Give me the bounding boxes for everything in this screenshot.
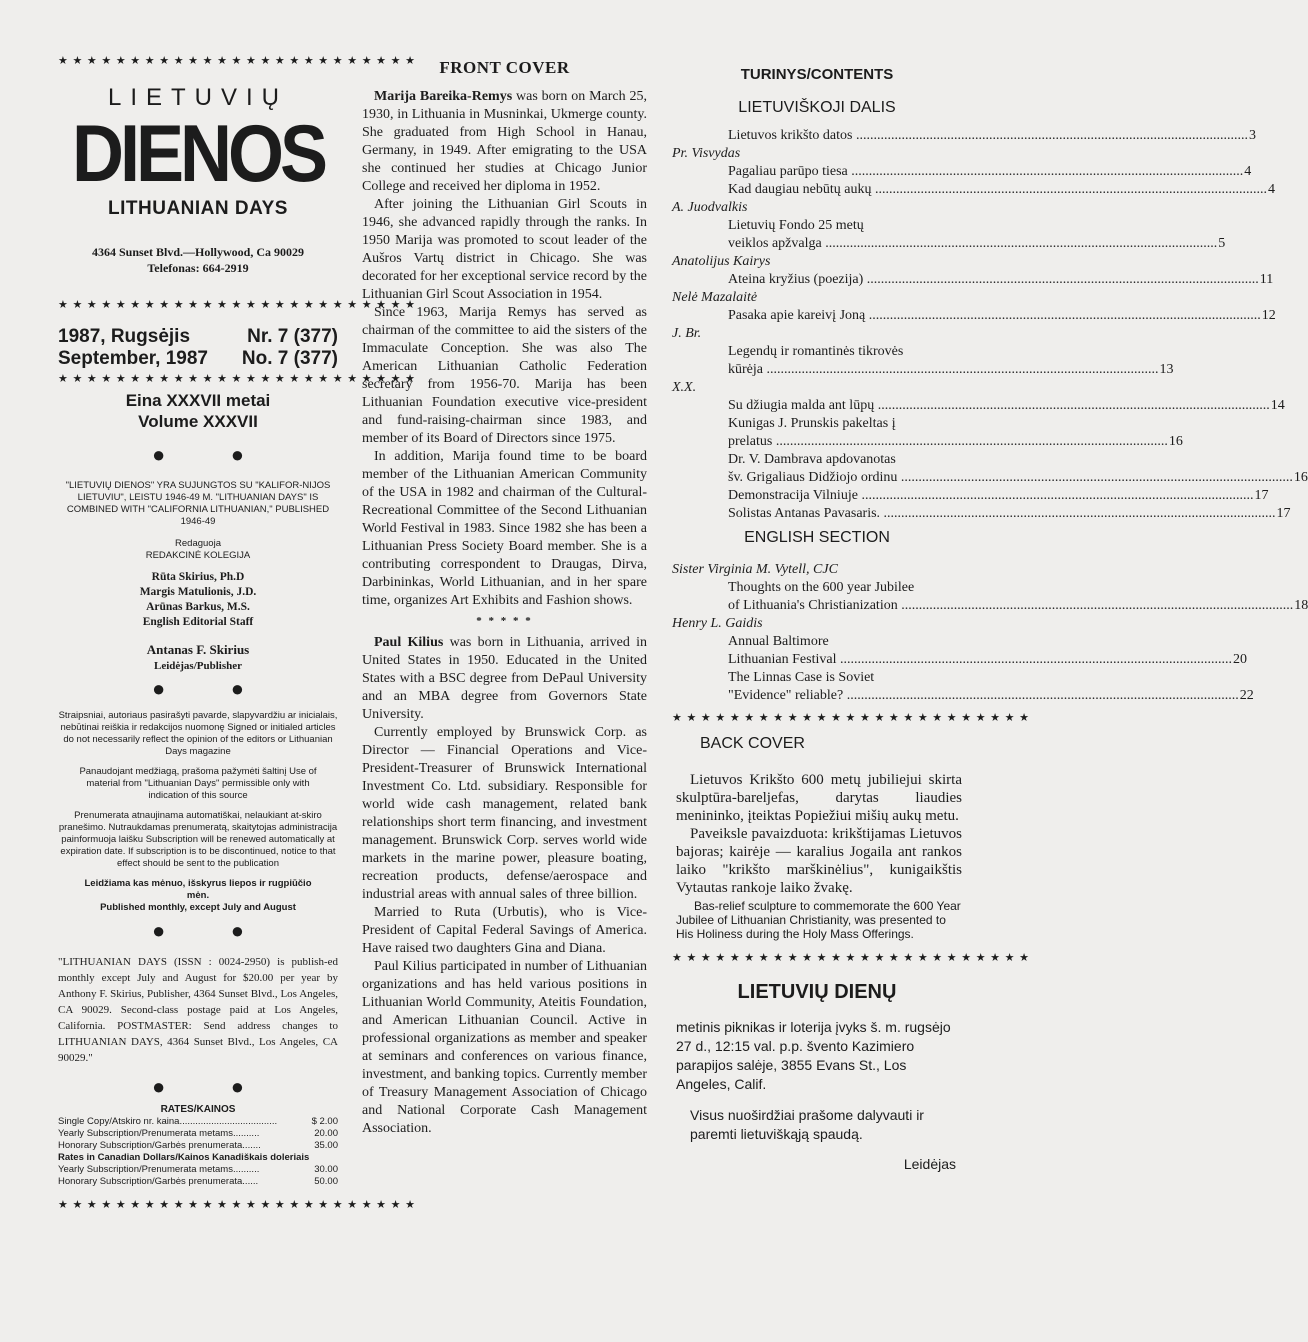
paragraph-text: was born on March 25, 1930, in Lithuania in Musninkai, Ukmerge county. She graduated from High School in Hanau, Germany, in 1949. After emigrating to the USA she continued her studies at Chicago Junior College and received her diploma in 1952.: [362, 89, 647, 194]
rate-value: 35.00: [314, 1140, 338, 1151]
paragraph-text: was born in Lithuania, arrived in United States in 1950. Educated in the United States with a BSC degree from DePaul University and an MBA degree from Governors State University.: [362, 635, 647, 722]
toc-title-line: Legendų ir romantinės tikrovės: [728, 344, 904, 359]
en-section-heading: ENGLISH SECTION: [744, 529, 890, 546]
toc-page-number: 18: [1294, 598, 1308, 613]
toc-entry-title: Pasaka apie kareivį Joną .....: [728, 307, 1261, 325]
editor-name: English Editorial Staff: [142, 616, 254, 628]
editor-name: Arūnas Barkus, M.S.: [146, 601, 250, 613]
toc-page-number: 20: [1232, 652, 1247, 667]
toc-title-line: Lietuvių Fondo 25 metų: [728, 218, 864, 233]
toc-entry-title: of Lithuania's Christianization .....: [728, 597, 1293, 615]
bullet-dots: ● ●: [151, 442, 275, 467]
paragraph: In addition, Marija found time to be board member of the Lithuanian American Community of the USA in 1982 and chairman of the Cultural-Recreational Committee of the Second Lithuanian World Festival in 1983. Since 1982 she has been a Lithuanian Press Society Board member. She is a contributing correspondent to Draugas, Dirva, Darbininkas, World Lithuanian, and in her spare time, organizes Art Exhibits and Fashion shows.: [362, 449, 647, 608]
masthead-top: LIETUVIŲ: [107, 84, 289, 111]
toc-title-line: Thoughts on the 600 year Jubilee: [728, 580, 915, 595]
issue-date-lt: 1987, Rugsėjis: [58, 326, 191, 347]
toc-entry: [672, 397, 1285, 415]
toc-author: J. Br.: [672, 326, 702, 341]
contents-column: [672, 0, 1308, 1172]
star-divider: ★★★★★★★★★★★★★★★★★★★★★★★★★: [58, 373, 420, 385]
toc-author: X.X.: [672, 380, 697, 395]
rate-label: Honorary Subscription/Garbės prenumerata.......: [58, 1140, 261, 1151]
rates-row: [58, 1140, 338, 1152]
paragraph: [362, 88, 647, 196]
toc-author: Anatolijus Kairys: [672, 254, 771, 269]
issue-date-en: September, 1987: [58, 348, 208, 369]
issn-statement: "LITHUANIAN DAYS (ISSN : 0024-2950) is publish-ed monthly except July and August for $20.00 per year by Anthony F. Skirius, Publisher, 4364 Sunset Blvd., Los Angeles, CA 90029. Second-class postage paid at Los Angeles, California. POSTMASTER: Send address changes to LITHUANIAN DAYS, 4364 Sunset Blvd., Los Angeles, CA 90029.": [58, 956, 338, 1064]
toc-entry-title: Ateina kryžius (poezija) .....: [728, 271, 1259, 289]
toc-entry: [672, 469, 1308, 487]
toc-lithuanian: [672, 127, 1308, 523]
paragraph: Paul Kilius participated in number of Lithuanian organizations and has held various positions in Lithuanian World Community, Ateitis Foundation, and American Lithuanian Council. Active in professional organizations as member and speaker at seminars and conferences on various finance, investment, and banking topics. Currently member of Treasury Management Association of Chicago and National Corporate Cash Management Association.: [362, 959, 647, 1136]
toc-english: [672, 561, 1308, 705]
toc-entry: [672, 163, 1252, 181]
toc-entry-title: "Evidence" reliable? .....: [728, 687, 1239, 705]
toc-title-line: Annual Baltimore: [728, 634, 829, 649]
toc-entry-title: Su džiugia malda ant lūpų .....: [728, 397, 1270, 415]
issue-number-en: No. 7 (377): [241, 348, 338, 369]
front-cover-text: [362, 88, 647, 1138]
toc-entry-title: kūrėja .....: [728, 361, 1158, 379]
rate-label: Single Copy/Atskiro nr. kaina.....................................: [58, 1116, 278, 1127]
toc-entry: [672, 597, 1308, 615]
toc-entry: [672, 433, 1183, 451]
toc-page-number: 13: [1159, 362, 1174, 377]
paragraph: Currently employed by Brunswick Corp. as Director — Financial Operations and Vice-President-Treasurer of Brunswick International Investment Co. Ltd. subsidiary. Responsible for world wide cash management, related bank relationships short term financing, and investment management. Brunswick Corp. serves world wide markets in the marine power, pleasure boating, recreation products, defense/aerospace and industrial areas with annual sales of three billion.: [362, 725, 647, 902]
back-cover-english: Bas-relief sculpture to commemorate the 600 Year Jubilee of Lithuanian Christianity, was presented to His Holiness during the Holy Mass Offerings.: [676, 899, 961, 941]
toc-entry: [672, 235, 1226, 253]
rates-title: RATES/KAINOS: [160, 1104, 236, 1115]
front-cover-column: [362, 0, 647, 1138]
toc-entry-title: šv. Grigaliaus Didžiojo ordinu .....: [728, 469, 1293, 487]
masthead-subtitle: LITHUANIAN DAYS: [108, 198, 288, 219]
bullet-dots: ● ●: [151, 1074, 275, 1099]
rate-label: Rates in Canadian Dollars/Kainos Kanadiškais doleriais: [58, 1152, 310, 1163]
renewal-note: Prenumerata atnaujinama automatiškai, nelaukiant at-skiro pranešimo. Nutraukdamas prenumeratą, skaitytojas administracija painformuoja laišku Subscription will be renewed automatically at expiration date. If subscription is to be discontinued, notice to that effect should be sent to the publication: [58, 810, 338, 869]
toc-author: A. Juodvalkis: [672, 200, 748, 215]
rate-value: 20.00: [314, 1128, 338, 1139]
toc-author: Sister Virginia M. Vytell, CJC: [672, 562, 838, 577]
toc-title-line: Kunigas J. Prunskis pakeltas į: [728, 416, 896, 431]
star-divider: ★★★★★★★★★★★★★★★★★★★★★★★★★: [672, 712, 1034, 724]
paragraph: Lietuvos Krikšto 600 metų jubiliejui skirta skulptūra-bareljefas, darytas liaudies menininko, įteiktas Popiežiui mišių aukų metu.: [676, 772, 962, 824]
masthead-title: DIENOS: [71, 109, 325, 199]
issue-number-lt: Nr. 7 (377): [247, 326, 338, 347]
publisher-name: Antanas F. Skirius: [146, 642, 250, 657]
toc-page-number: 14: [1270, 398, 1285, 413]
issue-info: [58, 326, 338, 370]
toc-page-number: 17: [1276, 506, 1291, 521]
rates-row: [58, 1128, 338, 1140]
toc-entry: [672, 361, 1174, 379]
paragraph: Since 1963, Marija Remys has served as chairman of the committee to aid the sisters of the Immaculate Conception. She was also The American Lithuanian Catholic Federation secretary from 1956-70. Marija has been Lithuanian Foundation executive vice-president and fund-raising-chairman since 1983, and member of its Board of Directors since 1975.: [362, 305, 647, 446]
toc-entry: [672, 271, 1274, 289]
toc-page-number: 4: [1267, 182, 1275, 197]
toc-page-number: 3: [1248, 128, 1256, 143]
back-cover-text: [672, 771, 962, 897]
toc-page-number: 5: [1218, 236, 1226, 251]
rate-value: $ 2.00: [311, 1116, 338, 1127]
toc-entry-title: Solistas Antanas Pavasaris. .....: [728, 505, 1276, 523]
paragraph: [362, 634, 647, 724]
address: [58, 244, 338, 276]
toc-author: Nelė Mazalaitė: [672, 290, 758, 305]
front-cover-heading: FRONT COVER: [439, 58, 570, 77]
back-cover-heading: BACK COVER: [700, 735, 805, 752]
person-name: Marija Bareika-Remys: [374, 89, 513, 104]
toc-page-number: 16: [1168, 434, 1183, 449]
rates-table: [58, 1116, 338, 1188]
monthly-note-lt: Leidžiama kas mėnuo, išskyrus liepos ir rugpiūčio mėn.: [84, 878, 312, 901]
toc-page-number: 17: [1254, 488, 1269, 503]
paragraph: Married to Ruta (Urbutis), who is Vice-President of Capital Federal Savings of America. Have raised two daughters Gina and Diana.: [362, 905, 647, 956]
toc-entry: [672, 505, 1291, 523]
picnic-signature: Leidėjas: [903, 1156, 956, 1172]
separator: * * * * *: [476, 615, 533, 627]
volume-en: Volume XXXVII: [138, 412, 258, 431]
paragraph: After joining the Lithuanian Girl Scouts in 1946, she advanced rapidly through the ranks. In 1950 Marija was promoted to scout leader of the Aušros Vartų district in Chicago. She was decorated for her exceptional service record by the Lithuanian Girl Scout Association in 1954.: [362, 197, 647, 302]
star-divider: ★★★★★★★★★★★★★★★★★★★★★★★★★: [58, 1199, 420, 1211]
rate-label: Yearly Subscription/Prenumerata metams..........: [58, 1128, 260, 1139]
editor-name: Rūta Skirius, Ph.D: [151, 571, 245, 583]
toc-entry-title: Lietuvos krikšto datos .....: [728, 127, 1248, 145]
bullet-dots: ● ●: [151, 676, 275, 701]
star-divider: ★★★★★★★★★★★★★★★★★★★★★★★★★: [58, 299, 420, 311]
picnic-text: metinis piknikas ir loterija įvyks š. m. rugsėjo 27 d., 12:15 val. p.p. švento Kazimiero parapijos salėje, 3855 Evans St., Los Angeles, Calif.: [676, 1019, 951, 1092]
toc-entry-title: veiklos apžvalga .....: [728, 235, 1217, 253]
toc-entry: [672, 651, 1247, 669]
rate-value: 30.00: [314, 1164, 338, 1175]
rates-row: [58, 1176, 338, 1188]
toc-page-number: 11: [1259, 272, 1274, 287]
signed-note: Straipsniai, autoriaus pasirašyti pavarde, slapyvardžiu ar inicialais, nebūtinai reiškia ir redakcijos nuomonę Signed or initialed articles do not necessarily reflect the opinion of the editors or Lithuanian Days magazine: [58, 710, 338, 757]
toc-author: Pr. Visvydas: [672, 146, 741, 161]
editors-label-2: REDAKCINĖ KOLEGIJA: [145, 550, 251, 561]
use-note: Panaudojant medžiagą, prašoma pažymėti šaltinį Use of material from "Lithuanian Days" permissible only with indication of this source: [79, 766, 317, 801]
picnic-appeal: Visus nuoširdžiai prašome dalyvauti ir paremti lietuviškąją spaudą.: [690, 1107, 924, 1142]
toc-entry: [672, 307, 1276, 325]
editors-label: [58, 538, 338, 562]
toc-page-number: 22: [1239, 688, 1254, 703]
phone-line: Telefonas: 664-2919: [147, 261, 249, 275]
person-name: Paul Kilius: [374, 635, 444, 650]
toc-author: Henry L. Gaidis: [672, 616, 763, 631]
merge-note: "LIETUVIŲ DIENOS" YRA SUJUNGTOS SU "KALIFOR-NIJOS LIETUVIU", LEISTU 1946-49 M. "LITHUANIAN DAYS" IS COMBINED WITH "CALIFORNIA LITHUANIAN," PUBLISHED 1946-49: [65, 480, 331, 527]
toc-entry-title: Lithuanian Festival .....: [728, 651, 1232, 669]
toc-title-line: The Linnas Case is Soviet: [728, 670, 875, 685]
toc-title-line: Dr. V. Dambrava apdovanotas: [728, 452, 896, 467]
rates-row: [58, 1164, 338, 1176]
publisher-role: Leidėjas/Publisher: [153, 660, 242, 672]
rate-value: [311, 1152, 338, 1164]
toc-entry-title: prelatus .....: [728, 433, 1168, 451]
editor-name: Margis Matulionis, J.D.: [139, 586, 257, 598]
rates-row: [58, 1116, 338, 1128]
toc-page-number: 16: [1293, 470, 1308, 485]
star-divider: ★★★★★★★★★★★★★★★★★★★★★★★★★: [672, 952, 1034, 964]
rate-label: Honorary Subscription/Garbės prenumerata......: [58, 1176, 259, 1187]
volume-lt: Eina XXXVII metai: [125, 391, 271, 410]
editors-label-1: Redaguoja: [175, 538, 221, 549]
rates-row: [58, 1152, 338, 1164]
toc-entry-title: Demonstracija Vilniuje .....: [728, 487, 1253, 505]
toc-page-number: 12: [1261, 308, 1276, 323]
toc-entry: [672, 181, 1275, 199]
star-divider: ★★★★★★★★★★★★★★★★★★★★★★★★★: [58, 55, 420, 67]
toc-entry: [672, 127, 1256, 145]
address-line: 4364 Sunset Blvd.—Hollywood, Ca 90029: [91, 245, 305, 259]
volume-info: [58, 390, 338, 432]
contents-heading: TURINYS/CONTENTS: [740, 66, 894, 83]
toc-entry: [672, 487, 1269, 505]
picnic-heading: LIETUVIŲ DIENŲ: [737, 981, 897, 1003]
toc-entry: [672, 687, 1254, 705]
rate-value: 50.00: [314, 1176, 338, 1187]
bullet-dots: ● ●: [151, 918, 275, 943]
monthly-note-en: Published monthly, except July and August: [100, 902, 296, 913]
editors-list: [58, 570, 338, 630]
rate-label: Yearly Subscription/Prenumerata metams..........: [58, 1164, 260, 1175]
paragraph: Paveiksle pavaizduota: krikštijamas Lietuvos bajoras; kairėje — karalius Jogaila ant rankos laiko "krikšto marškinėlius", kunigaikštis Vytautas rankoje laiko žvakę.: [676, 826, 962, 896]
toc-page-number: 4: [1244, 164, 1252, 179]
toc-entry-title: Pagaliau parūpo tiesa .....: [728, 163, 1243, 181]
toc-entry-title: Kad daugiau nebūtų aukų .....: [728, 181, 1267, 199]
lt-section-heading: LIETUVIŠKOJI DALIS: [738, 99, 896, 116]
